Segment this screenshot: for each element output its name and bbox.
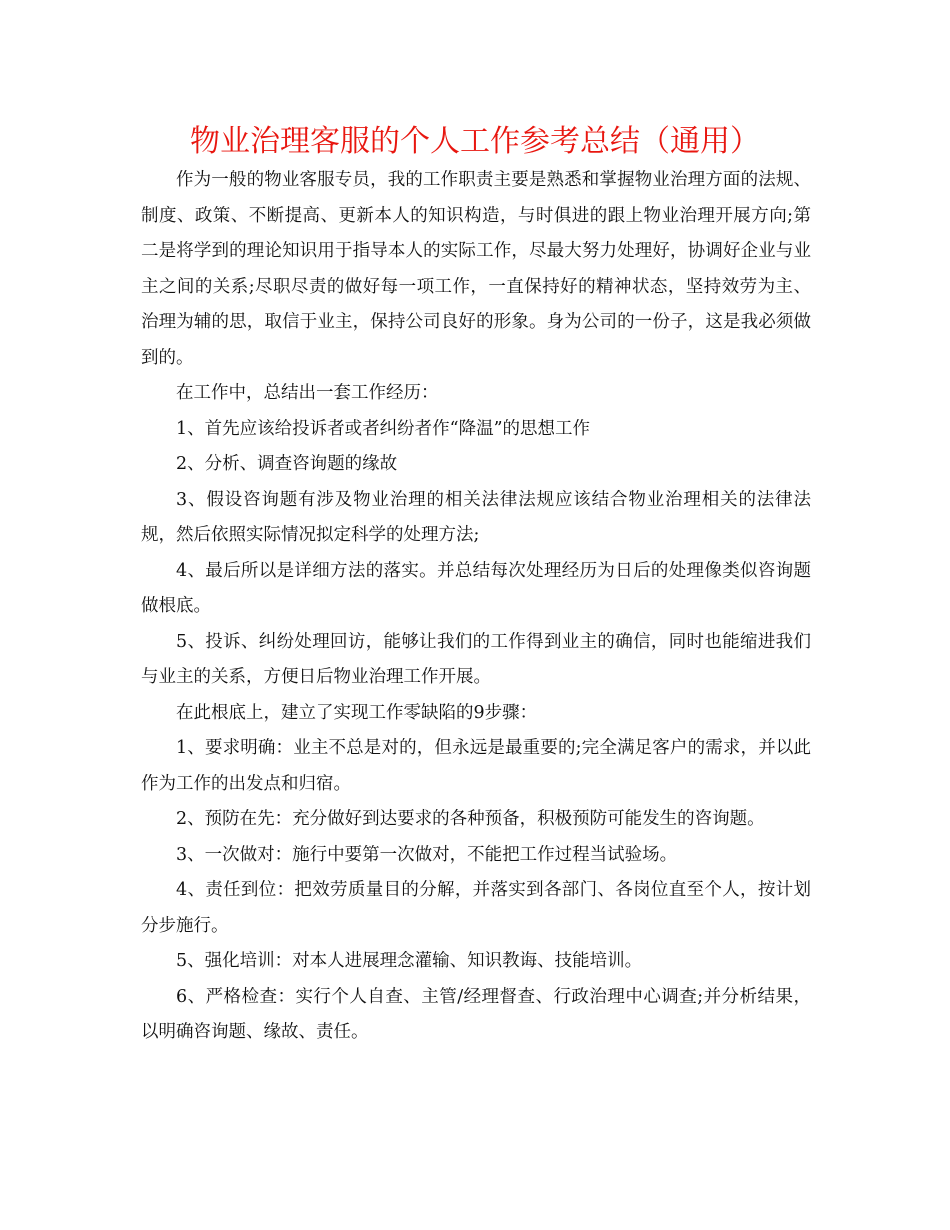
paragraph-intro: 作为一般的物业客服专员，我的工作职责主要是熟悉和掌握物业治理方面的法规、制度、政策、不断提高、更新本人的知识构造，与时俱进的跟上物业治理开展方向;第二是将学到的理论知识用于指导本人的实际工作，尽最大努力处理好，协调好企业与业主之间的关系;尽职尽责的做好每一项工作，一直保持好的精神状态，坚持效劳为主、治理为辅的思，取信于业主，保持公司良好的形象。身为公司的一份子，这是我必须做到的。: [141, 170, 811, 368]
document-body: [141, 163, 811, 1051]
paragraph-experience-3: 3、假设咨询题有涉及物业治理的相关法律法规应该结合物业治理相关的法律法规，然后依照实际情况拟定科学的处理方法;: [141, 489, 811, 545]
paragraph-steps-heading: 在此根底上，建立了实现工作零缺陷的9步骤：: [176, 702, 538, 723]
paragraph-step-6: 6、严格检查：实行个人自查、主管/经理督查、行政治理中心调查;并分析结果，以明确咨询题、缘故、责任。: [141, 986, 811, 1042]
paragraph-step-4: 4、责任到位：把效劳质量目的分解，并落实到各部门、各岗位直至个人，按计划分步施行。: [141, 880, 811, 936]
document-title: 物业治理客服的个人工作参考总结（通用）: [190, 124, 760, 159]
paragraph-step-5: 5、强化培训：对本人进展理念灌输、知识教诲、技能培训。: [176, 951, 643, 971]
paragraph-experience-2: 2、分析、调查咨询题的缘故: [176, 454, 398, 474]
paragraph-step-2: 2、预防在先：充分做好到达要求的各种预备，积极预防可能发生的咨询题。: [176, 809, 765, 829]
paragraph-step-1: 1、要求明确：业主不总是对的，但永远是最重要的;完全满足客户的需求，并以此作为工作的出发点和归宿。: [141, 738, 811, 794]
paragraph-experience-1: 1、首先应该给投诉者或者纠纷者作“降温”的思想工作: [176, 418, 591, 439]
paragraph-step-3: 3、一次做对：施行中要第一次做对，不能把工作过程当试验场。: [176, 844, 678, 865]
paragraph-experience-heading: 在工作中，总结出一套工作经历：: [176, 383, 439, 403]
paragraph-experience-4: 4、最后所以是详细方法的落实。并总结每次处理经历为日后的处理像类似咨询题做根底。: [141, 560, 811, 616]
paragraph-experience-5: 5、投诉、纠纷处理回访，能够让我们的工作得到业主的确信，同时也能缩进我们与业主的关系，方便日后物业治理工作开展。: [141, 631, 811, 687]
